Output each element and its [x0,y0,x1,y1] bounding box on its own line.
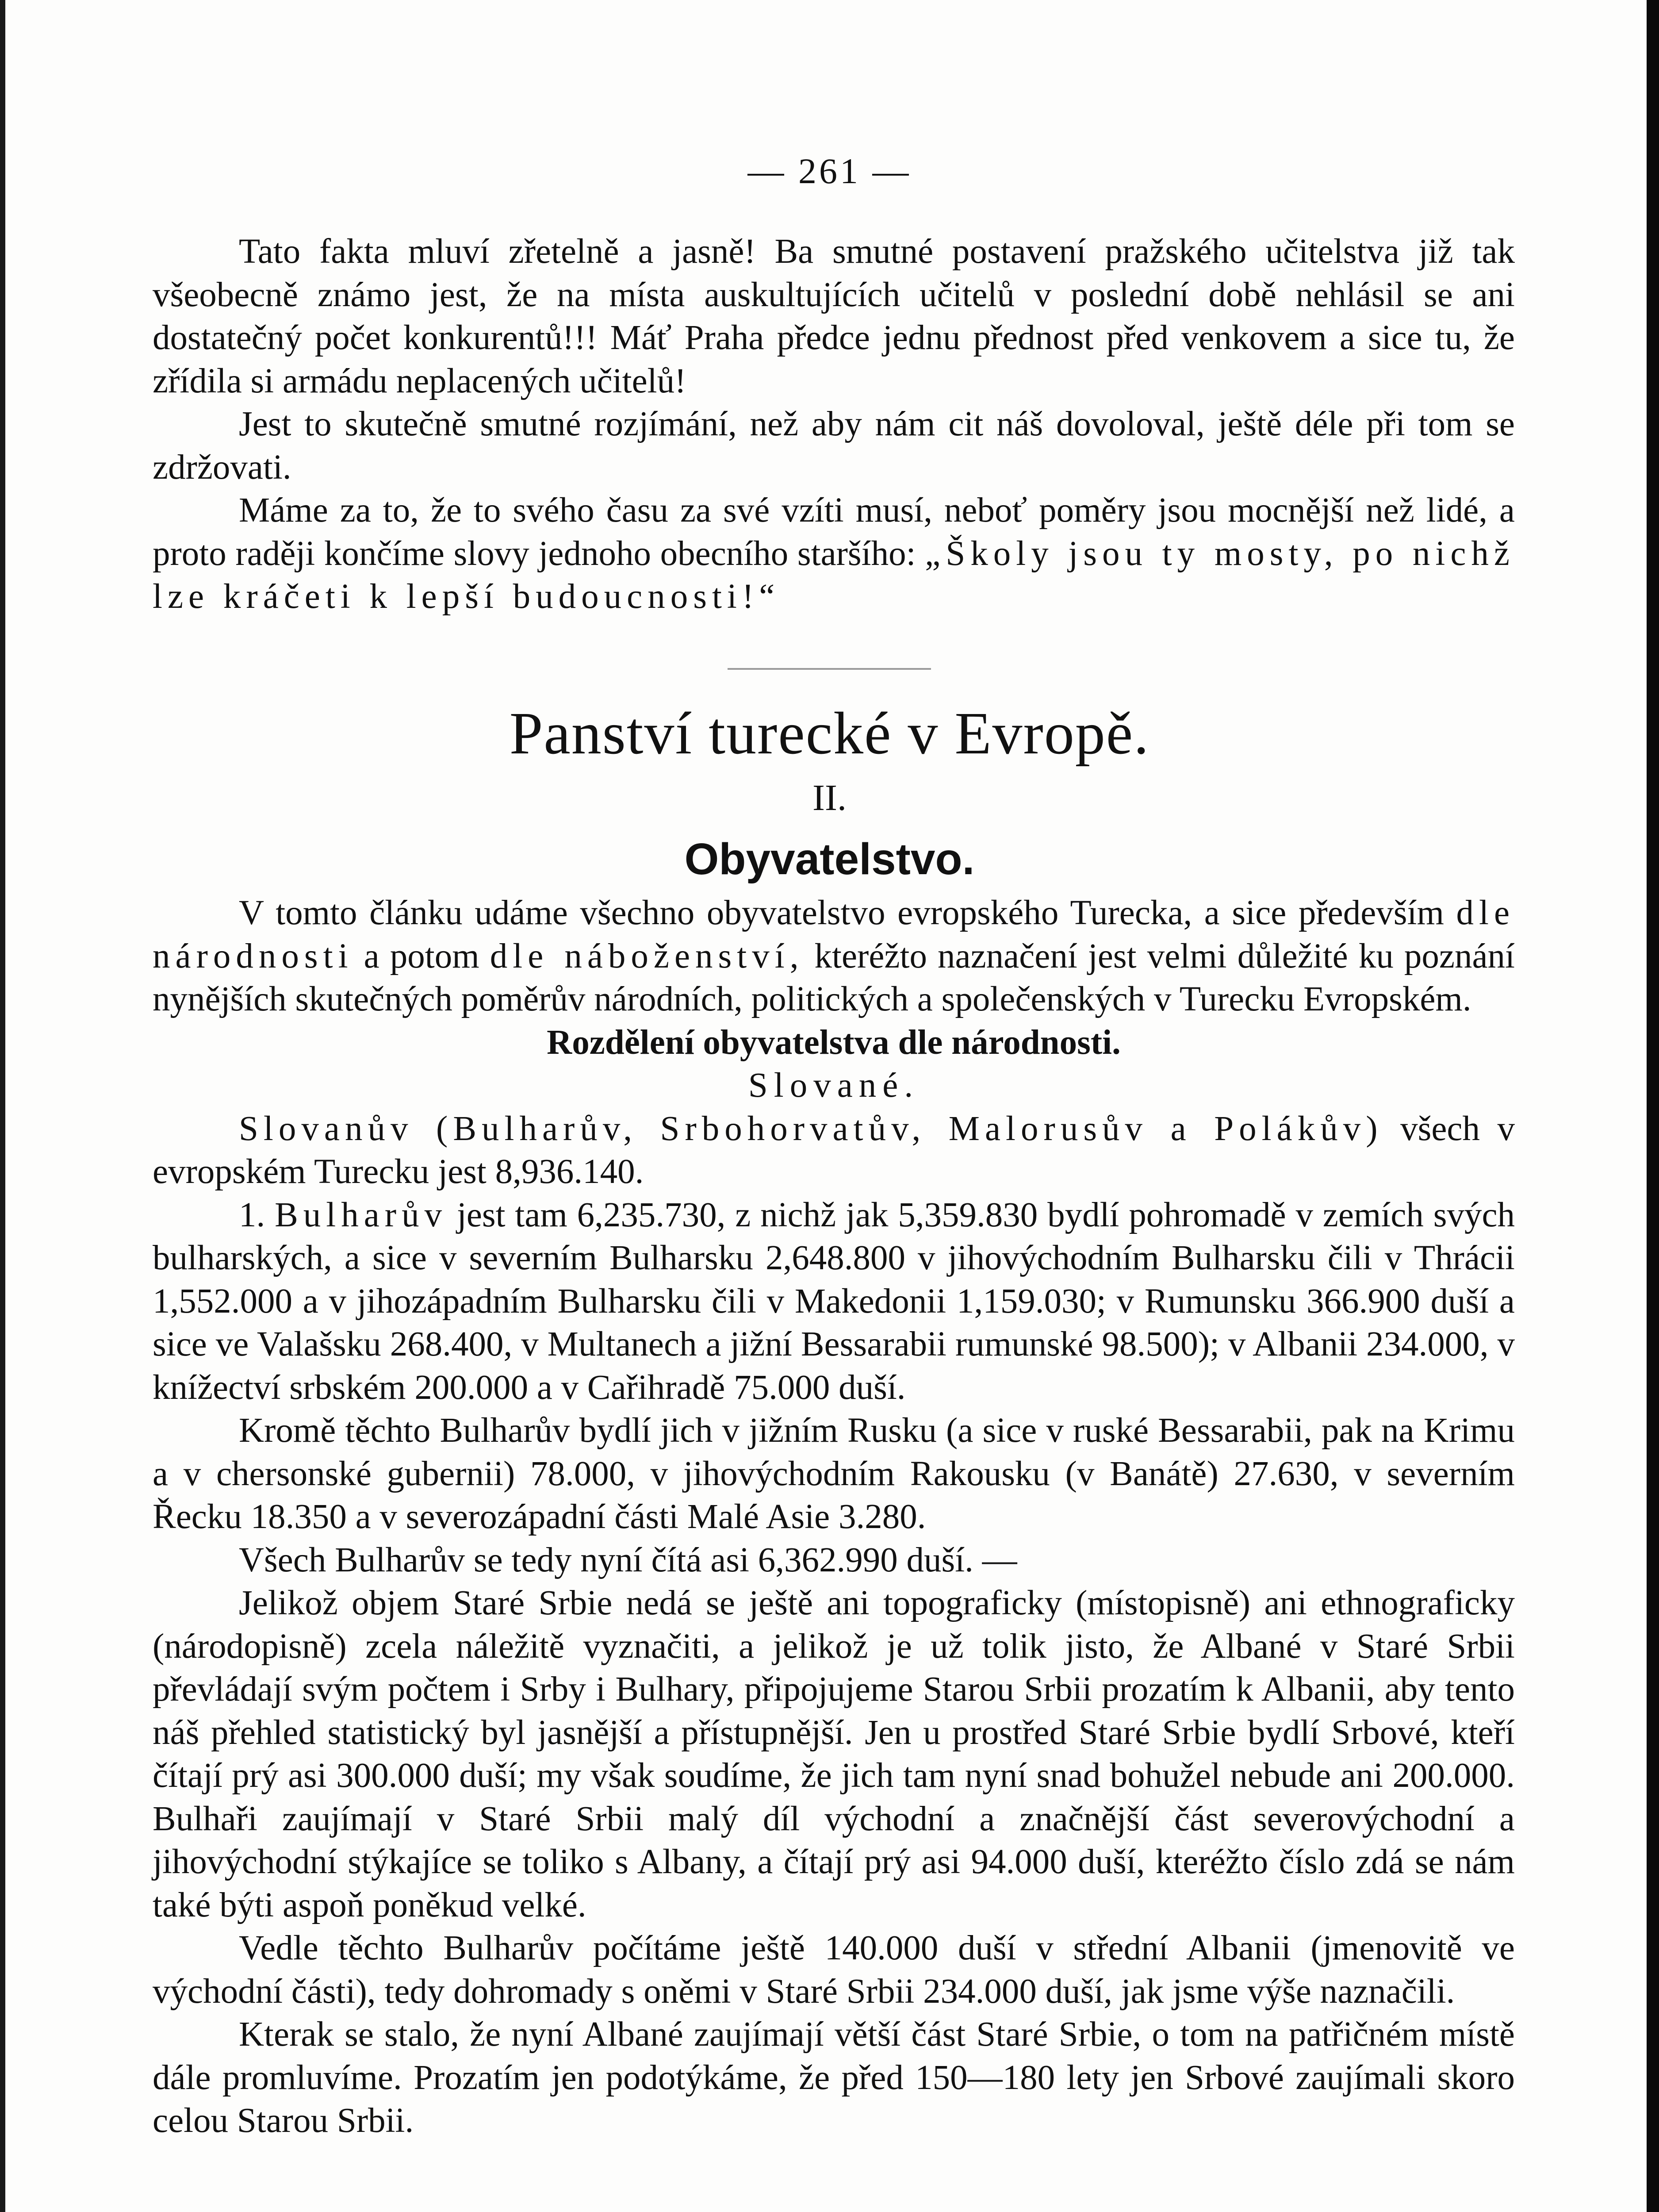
item-1-rest: jest tam 6,235.730, z nichž jak 5,359.830 bydlí pohromadě v zemích svých bulharských, a sice v severním Bulharsku 2,648.800 v jihovýchodním Bulharsku čili v Thrácii 1,552.000 a v jihozápadním Bulharsku čili v Makedonii 1,159.030; v Rumunsku 366.900 duší a sice ve Valašsku 268.400, v Multanech a jižní Bessarabii rumunské 98.500); v Albanii 234.000, v knížectví srbském 200.000 a v Cařihradě 75.000 duší. [153,1195,1515,1407]
item-1-paragraph [153,1194,1515,1409]
intro-text [153,230,1515,618]
slav-paragraph [153,1107,1515,1194]
intro-paragraph-2: Jest to skutečně smutné rozjímání, než aby nám cit náš dovoloval, ještě déle při tom se zdržovati. [153,405,1515,487]
page-number: — 261 — [747,151,912,191]
article-title: Panství turecké v Evropě. [509,700,1150,767]
paragraph-vsech: Všech Bulharův se tedy nyní čítá asi 6,362.990 duší. — [239,1540,1017,1579]
article-intro-spaced-2: dle náboženství, [490,937,804,975]
article-intro-spaced-1: dle národnosti [153,894,1515,975]
section-divider [728,668,931,670]
intro-paragraph-3-text: Máme za to, že to svého času za své vzíti musí, neboť poměry jsou mocnější než lidé, a proto raději končíme slovy jednoho obecního staršího: [153,491,1515,573]
subsubheading: Slované. [748,1066,920,1105]
article-part: II. [812,777,847,818]
article-body [153,891,1515,2143]
article-intro [153,891,1515,1021]
subheading: Rozdělení obyvatelstva dle národnosti. [547,1023,1121,1062]
item-1-spaced: Bulharův [275,1195,448,1234]
paragraph-kterak: Kterak se stalo, že nyní Albané zaujímají větší část Staré Srbie, o tom na patřičném místě dále promluvíme. Prozatím jen podotýkáme, že před 150—180 lety jen Srbové zaujímali skoro celou Starou Srbii. [153,2015,1515,2140]
intro-quote: „Školy jsou ty mosty, po nichž lze kráčeti k lepší budoucnosti!“ [153,534,1515,616]
intro-paragraph-1: Tato fakta mluví zřetelně a jasně! Ba smutné postavení pražského učitelstva již tak všeobecně známo jest, že na místa auskultujících učitelů v poslední době nehlásil se ani dostatečný počet konkurentů!!! Máť Praha předce jednu přednost před venkovem a sice tu, že zřídila si armádu neplacených učitelů! [153,232,1515,400]
paragraph-vedle: Vedle těchto Bulharův počítáme ještě 140.000 duší v střední Albanii (jmenovitě ve východní části), tedy dohromady s oněmi v Staré Srbii 234.000 duší, jak jsme výše naznačili. [153,1929,1515,2011]
item-1-label: 1. [239,1195,265,1234]
slav-rest: všech v evropském Turecku jest 8,936.140. [153,1109,1515,1191]
paragraph-krome: Kromě těchto Bulharův bydlí jich v jižním Rusku (a sice v ruské Bessarabii, pak na Krimu a v chersonské gubernii) 78.000, v jihovýchodním Rakousku (v Banátě) 27.630, v severním Řecku 18.350 a v severozápadní části Malé Asie 3.280. [153,1411,1515,1536]
article-intro-c: kteréžto naznačení jest velmi důležité ku poznání nynějších skutečných poměrův národních, politických a společenských v Turecku Evropském. [153,937,1515,1018]
paragraph-jelikoz: Jelikož objem Staré Srbie nedá se ještě ani topograficky (místopisně) ani ethnograficky (národopisně) zcela náležitě vyznačiti, a jelikož je už tolik jisto, že Albané v Staré Srbii převládají svým počtem i Srby i Bulhary, připojujeme Starou Srbii prozatím k Albanii, aby tento náš přehled statistický byl jasnější a přístupnější. Jen u prostřed Staré Srbie bydlí Srbové, kteří čítají prý asi 300.000 duší; my však soudíme, že jich tam nyní snad bohužel nebude ani 200.000. Bulhaři zaujímají v Staré Srbii malý díl východní a značnější část severovýchodní a jihovýchodní stýkajíce se toliko s Albany, a čítají prý asi 94.000 duší, kteréžto číslo zdá se nám také býti aspoň poněkud velké. [153,1584,1515,1924]
article-intro-a: V tomto článku udáme všechno obyvatelstvo evropského Turecka, a sice především [239,894,1444,932]
scan-edge-right [1647,0,1659,2212]
scan-edge-left [0,0,5,2212]
section-title: Obyvatelstvo. [684,834,975,884]
slav-spaced: Slovanův (Bulharův, Srbohorvatův, Malorusův a Polákův) [239,1109,1383,1148]
article-intro-b: a potom [364,937,479,975]
intro-paragraph-3 [153,489,1515,618]
